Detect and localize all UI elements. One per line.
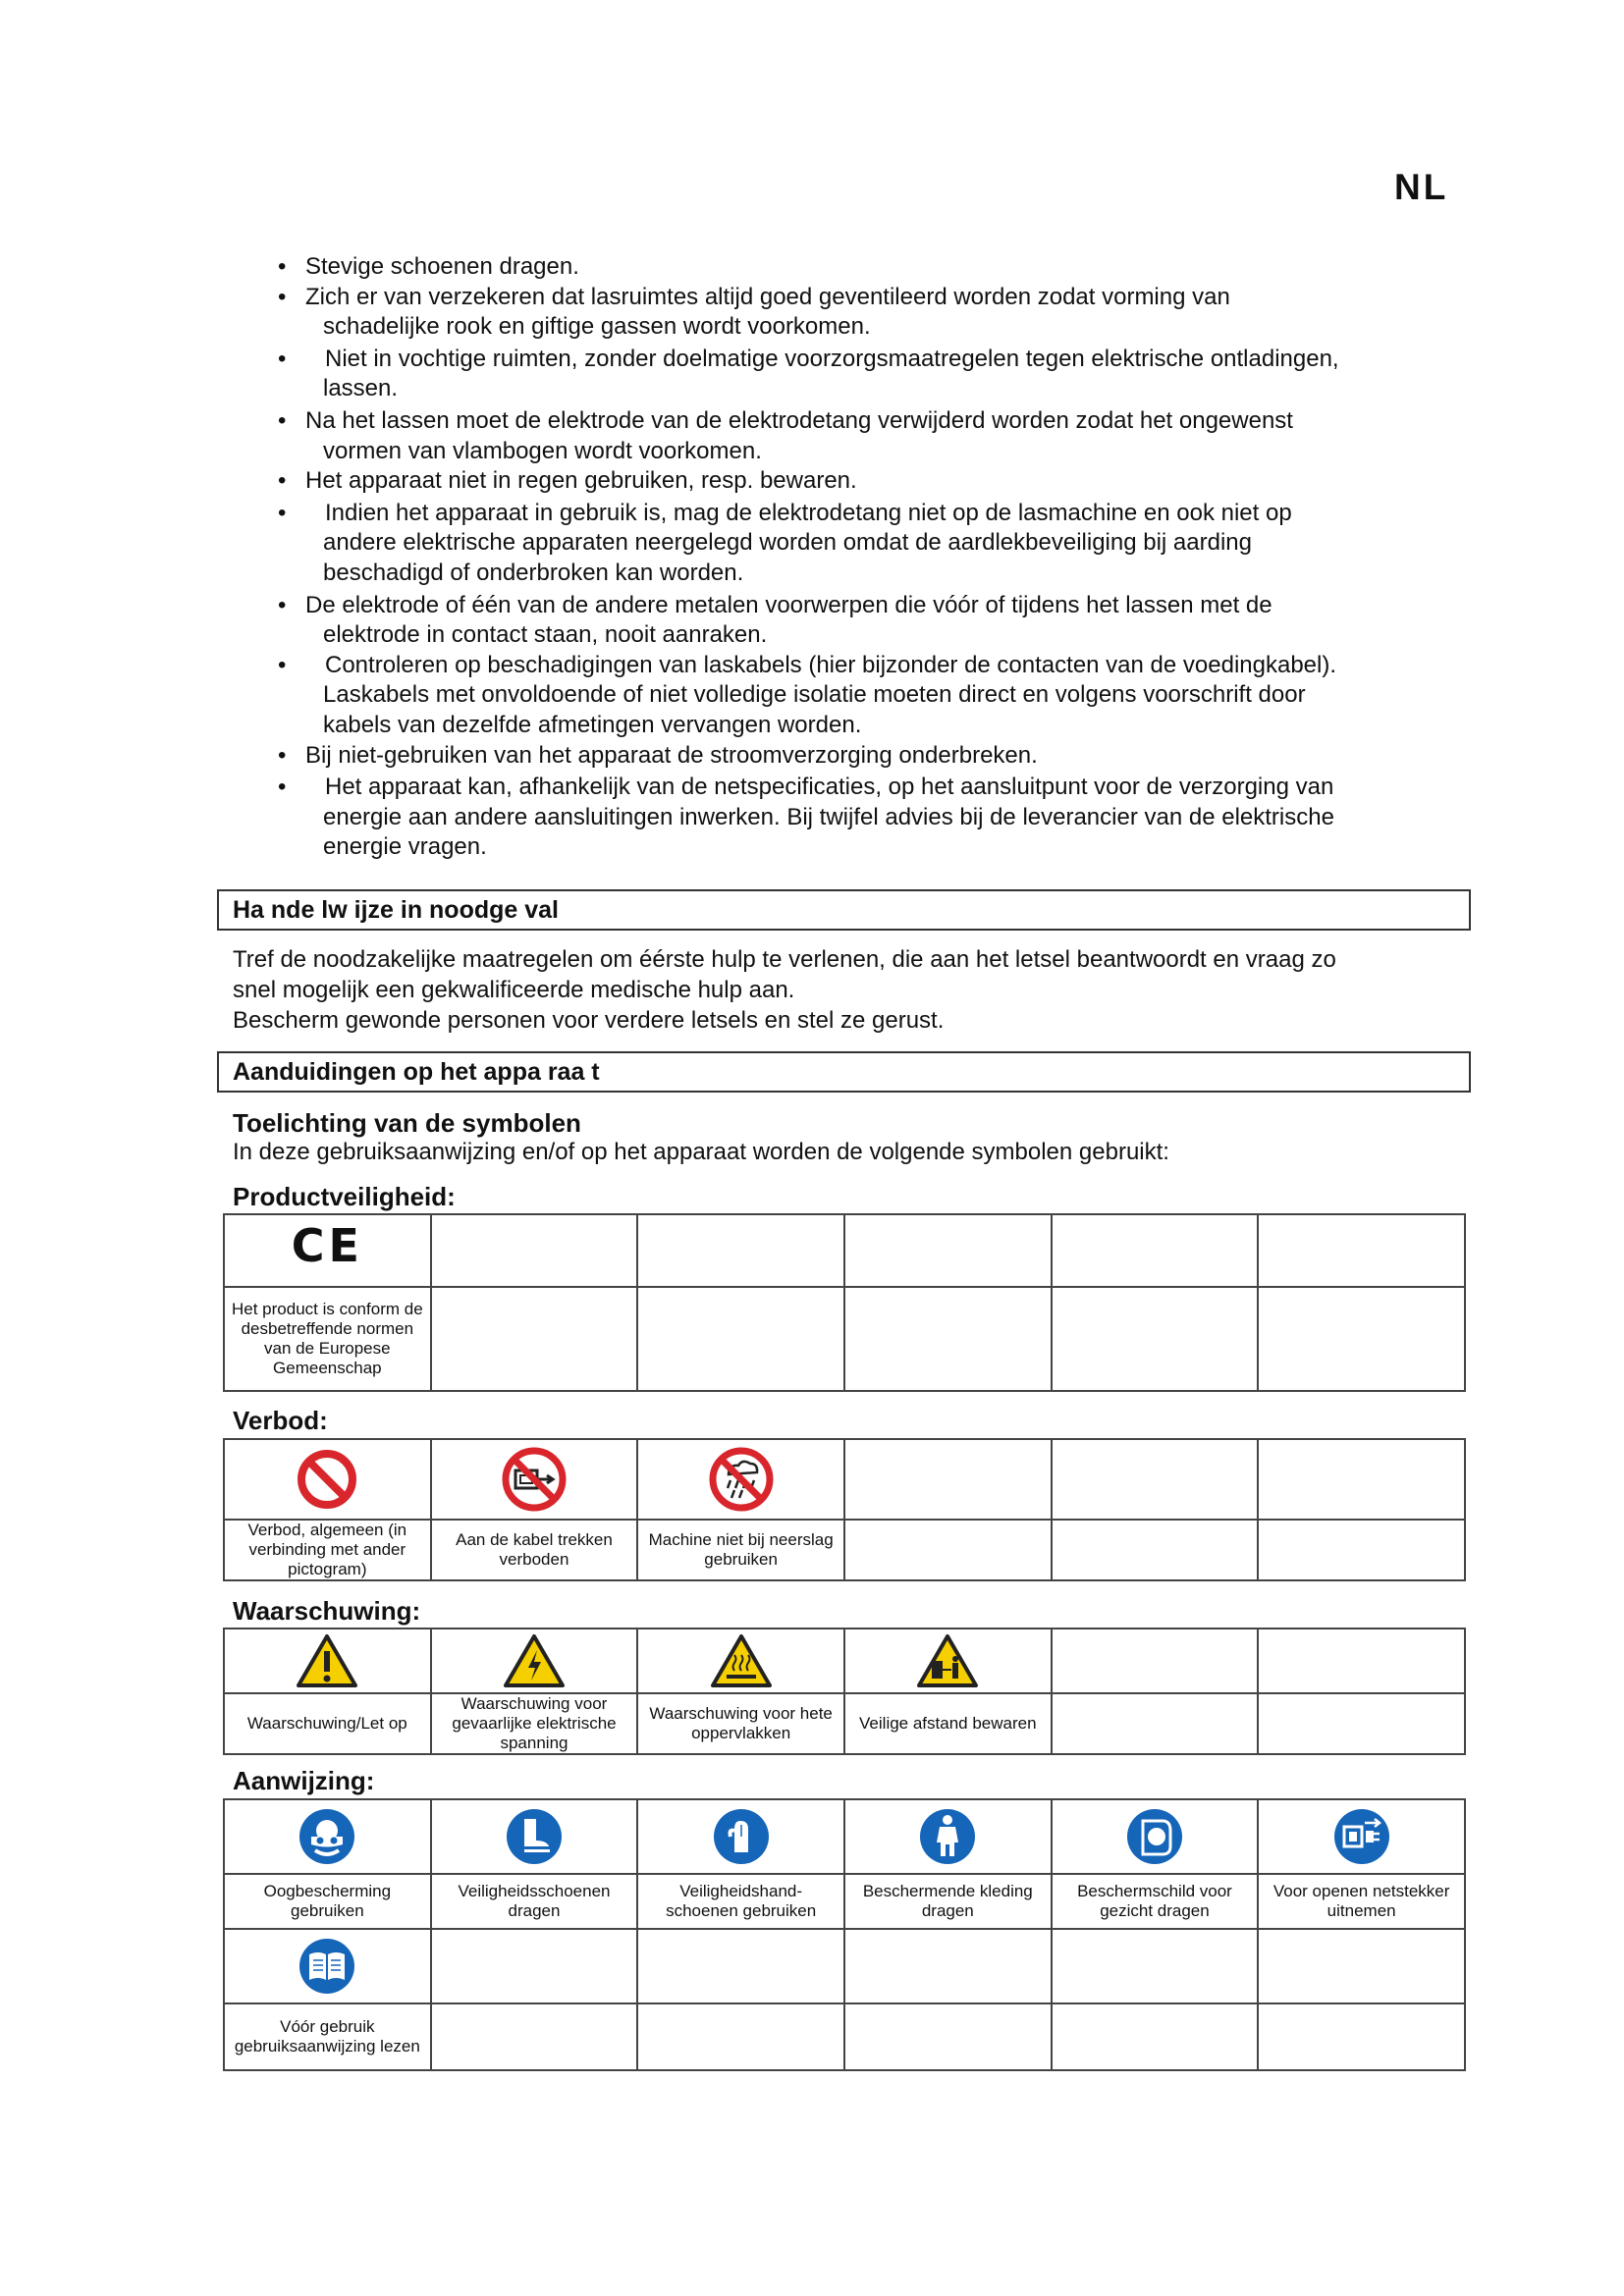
bullet-text-cont: schadelijke rook en giftige gassen wordt voorkomen. xyxy=(323,313,871,341)
bullet-text: Het apparaat niet in regen gebruiken, resp. bewaren. xyxy=(305,467,857,495)
list-item xyxy=(278,591,1456,651)
symbol-cell xyxy=(637,1799,844,1874)
symbol-cell xyxy=(1052,1629,1259,1693)
caption-cell xyxy=(637,2003,844,2070)
caption-cell xyxy=(1052,2003,1259,2070)
list-item xyxy=(278,466,1456,497)
symbol-cell xyxy=(224,1439,431,1520)
symbol-caption: Veiligheidsschoenen dragen xyxy=(458,1882,611,1920)
caption-cell xyxy=(1052,1874,1259,1929)
product-safety-table xyxy=(223,1213,1466,1392)
caption-cell xyxy=(844,1287,1052,1391)
caption-cell xyxy=(431,1287,638,1391)
bullet-text: Na het lassen moet de elektrode van de elektrodetang verwijderd worden zodat het ongewenst xyxy=(305,406,1293,434)
symbol-cell xyxy=(637,1929,844,2003)
unplug-icon xyxy=(1332,1807,1391,1866)
symbol-cell xyxy=(1052,1439,1259,1520)
symbol-cell xyxy=(844,1439,1052,1520)
caption-cell xyxy=(844,2003,1052,2070)
instruction-title: Aanwijzing: xyxy=(233,1766,375,1795)
bullet-text: Indien het apparaat in gebruik is, mag de elektrodetang niet op de lasmachine en ook niet op xyxy=(325,499,1292,526)
caption-cell xyxy=(1258,1520,1465,1580)
bullet-text-cont: energie vragen. xyxy=(323,833,487,861)
no-rain-icon xyxy=(707,1445,776,1514)
caption-cell xyxy=(844,1693,1052,1754)
prohibition-title: Verbod: xyxy=(233,1406,328,1435)
bullet-text-cont: energie aan andere aansluitingen inwerken. Bij twijfel advies bij de leverancier van de elektrische xyxy=(323,803,1334,830)
symbol-cell xyxy=(1258,1799,1465,1874)
caption-cell xyxy=(224,1693,431,1754)
instruction-table xyxy=(223,1798,1466,2071)
warning-table xyxy=(223,1628,1466,1755)
emergency-text xyxy=(233,944,1460,1036)
symbol-caption: Beschermschild voor gezicht dragen xyxy=(1077,1882,1232,1920)
symbol-cell xyxy=(844,1929,1052,2003)
face-shield-icon xyxy=(1125,1807,1184,1866)
caption-cell xyxy=(431,1520,638,1580)
warning-hot-surface-icon xyxy=(710,1633,773,1688)
warning-general-icon xyxy=(296,1633,358,1688)
caption-cell xyxy=(224,2003,431,2070)
symbol-caption: Voor openen netstekker uitnemen xyxy=(1272,1882,1450,1920)
list-item xyxy=(278,499,1456,589)
symbol-caption: Waarschuwing/Let op xyxy=(246,1714,407,1733)
caption-cell xyxy=(637,1287,844,1391)
warning-voltage-icon xyxy=(503,1633,566,1688)
symbol-cell xyxy=(637,1439,844,1520)
bullet-text-cont: vormen van vlambogen wordt voorkomen. xyxy=(323,437,762,464)
caption-cell xyxy=(637,1520,844,1580)
caption-cell xyxy=(844,1520,1052,1580)
symbol-cell xyxy=(431,1214,638,1287)
symbol-cell xyxy=(844,1799,1052,1874)
safety-shoes-icon xyxy=(505,1807,564,1866)
symbol-cell xyxy=(637,1629,844,1693)
symbol-cell xyxy=(431,1629,638,1693)
symbol-cell xyxy=(224,1929,431,2003)
symbol-cell xyxy=(1052,1929,1259,2003)
caption-cell xyxy=(1258,1874,1465,1929)
symbol-cell xyxy=(1052,1799,1259,1874)
symbol-cell xyxy=(1258,1629,1465,1693)
bullet-text: Het apparaat kan, afhankelijk van de netspecificaties, op het aansluitpunt voor de verzorging van xyxy=(325,774,1334,801)
caption-cell xyxy=(1052,1287,1259,1391)
no-pull-cable-icon xyxy=(500,1445,568,1514)
warning-safe-distance-icon xyxy=(916,1633,979,1688)
bullet-text: De elektrode of één van de andere metalen voorwerpen die vóór of tijdens het lassen met de xyxy=(305,591,1272,618)
prohibition-general-icon xyxy=(296,1448,358,1511)
product-safety-title: Productveiligheid: xyxy=(233,1182,456,1211)
symbol-cell xyxy=(637,1214,844,1287)
symbol-caption: Verbod, algemeen (in verbinding met ander pictogram) xyxy=(247,1521,407,1578)
caption-cell xyxy=(224,1874,431,1929)
bullet-text-cont: kabels van dezelfde afmetingen vervangen worden. xyxy=(323,711,862,738)
bullet-text: Controleren op beschadigingen van laskabels (hier bijzonder de contacten van de voedingkabel). xyxy=(325,651,1337,678)
symbol-cell xyxy=(1258,1439,1465,1520)
bullet-text: Bij niet-gebruiken van het apparaat de stroomverzorging onderbreken. xyxy=(305,741,1038,769)
emergency-line: Tref de noodzakelijke maatregelen om éérste hulp te verlenen, die aan het letsel beantwoordt en vraag zo xyxy=(233,946,1336,973)
symbol-cell xyxy=(224,1799,431,1874)
list-item xyxy=(278,406,1456,466)
caption-cell xyxy=(1258,1693,1465,1754)
caption-cell xyxy=(844,1874,1052,1929)
symbol-cell xyxy=(224,1629,431,1693)
ce-mark-icon: CE xyxy=(291,1218,363,1272)
symbol-caption: Oogbescherming gebruiken xyxy=(263,1882,392,1920)
caption-cell xyxy=(1052,1693,1259,1754)
symbol-cell xyxy=(844,1214,1052,1287)
bullet-text-cont: lassen. xyxy=(323,375,399,402)
symbol-caption: Waarschuwing voor hete oppervlakken xyxy=(649,1704,833,1742)
safety-bullet-list xyxy=(278,252,1456,863)
list-item xyxy=(278,773,1456,863)
symbols-subheading: Toelichting van de symbolen xyxy=(233,1108,581,1138)
symbol-caption: Waarschuwing voor gevaarlijke elektrische spanning xyxy=(452,1694,617,1752)
list-item xyxy=(278,345,1456,404)
symbol-cell xyxy=(1258,1929,1465,2003)
symbol-caption: Het product is conform de desbetreffende normen van de Europese Gemeenschap xyxy=(232,1300,423,1377)
caption-cell xyxy=(1258,1287,1465,1391)
list-item xyxy=(278,651,1456,741)
bullet-text-cont: elektrode in contact staan, nooit aanraken. xyxy=(323,621,768,649)
symbol-caption: Vóór gebruik gebruiksaanwijzing lezen xyxy=(234,2017,420,2056)
bullet-text: Zich er van verzekeren dat lasruimtes altijd goed geventileerd worden zodat vorming van xyxy=(305,283,1230,310)
symbol-cell xyxy=(1258,1214,1465,1287)
symbol-caption: Veiligheidshand-schoenen gebruiken xyxy=(666,1882,817,1920)
eye-protection-icon xyxy=(298,1807,356,1866)
caption-cell xyxy=(1052,1520,1259,1580)
symbol-cell xyxy=(431,1799,638,1874)
symbols-intro: In deze gebruiksaanwijzing en/of op het apparaat worden de volgende symbolen gebruikt: xyxy=(233,1139,1169,1165)
symbol-caption: Beschermende kleding dragen xyxy=(862,1882,1033,1920)
symbol-cell xyxy=(431,1929,638,2003)
list-item xyxy=(278,283,1456,343)
symbol-caption: Veilige afstand bewaren xyxy=(859,1714,1037,1733)
list-item xyxy=(278,741,1456,772)
markings-heading: Aanduidingen op het appa raa t xyxy=(217,1051,1471,1093)
symbol-cell xyxy=(844,1629,1052,1693)
symbol-cell xyxy=(431,1439,638,1520)
warning-title: Waarschuwing: xyxy=(233,1596,421,1626)
bullet-text: Niet in vochtige ruimten, zonder doelmatige voorzorgsmaatregelen tegen elektrische ontladingen, xyxy=(325,345,1339,372)
protective-clothing-icon xyxy=(918,1807,977,1866)
bullet-text-cont: andere elektrische apparaten neergelegd worden omdat de aardlekbeveiliging bij aarding xyxy=(323,529,1252,557)
caption-cell xyxy=(224,1520,431,1580)
caption-cell xyxy=(637,1693,844,1754)
caption-cell xyxy=(431,2003,638,2070)
read-manual-icon xyxy=(298,1937,356,1996)
caption-cell xyxy=(224,1287,431,1391)
emergency-line: snel mogelijk een gekwalificeerde medische hulp aan. xyxy=(233,977,795,1003)
symbol-caption: Aan de kabel trekken verboden xyxy=(456,1530,613,1569)
caption-cell xyxy=(431,1693,638,1754)
bullet-text-cont: beschadigd of onderbroken kan worden. xyxy=(323,559,744,586)
caption-cell xyxy=(1258,2003,1465,2070)
language-code: NL xyxy=(1394,167,1449,207)
bullet-text-cont: Laskabels met onvoldoende of niet volledige isolatie moeten direct en volgens voorschrift door xyxy=(323,681,1306,709)
caption-cell xyxy=(637,1874,844,1929)
list-item xyxy=(278,252,1456,283)
symbol-caption: Machine niet bij neerslag gebruiken xyxy=(648,1530,834,1569)
prohibition-table xyxy=(223,1438,1466,1581)
safety-gloves-icon xyxy=(712,1807,771,1866)
emergency-heading: Ha nde lw ijze in noodge val xyxy=(217,889,1471,931)
symbol-cell xyxy=(224,1214,431,1287)
emergency-line: Bescherm gewonde personen voor verdere letsels en stel ze gerust. xyxy=(233,1007,945,1034)
bullet-text: Stevige schoenen dragen. xyxy=(305,253,579,280)
caption-cell xyxy=(431,1874,638,1929)
symbol-cell xyxy=(1052,1214,1259,1287)
